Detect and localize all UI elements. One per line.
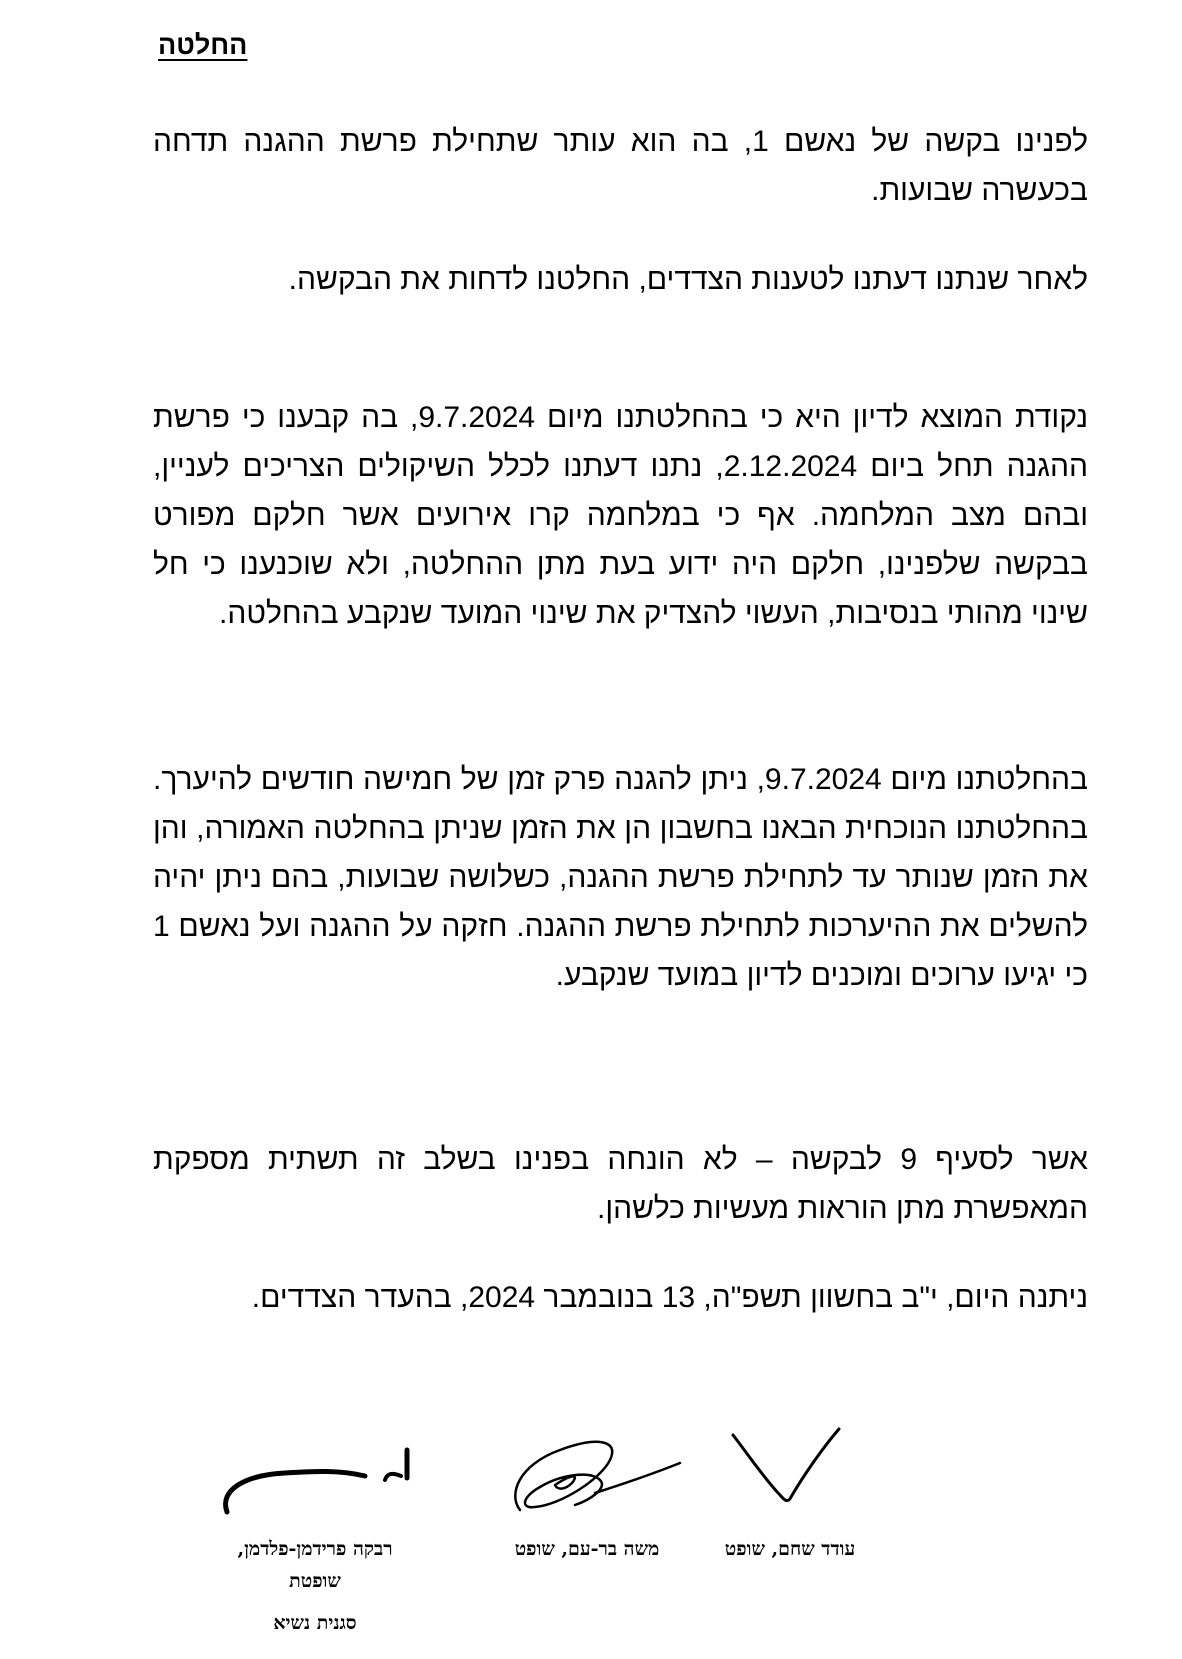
paragraph-starting-point: נקודת המוצא לדיון היא כי בהחלטתנו מיום 9.7.2024, בה קבענו כי פרשת ההגנה תחל ביום 2.12.2024, נתנו דעתנו לכלל השיקולים הצריכים לעניין, ובהם מצב המלחמה. אף כי במלחמה קרו אירועים אשר חלקם מפורט בבקשה שלפנינו, חלקם היה ידוע בעת מתן ההחלטה, ולא שוכנענו כי חל שינוי מהותי בנסיבות, העשוי להצדיק את שינוי המועד שנקבע בהחלטה. <box>153 401 1089 630</box>
judge2-name-title: משה בר-עם, שופט <box>514 1538 660 1560</box>
judge3-name: רבקה פרידמן-פלדמן, <box>237 1538 393 1560</box>
paragraph-decision: לאחר שנתנו דעתנו לטענות הצדדים, החלטנו לדחות את הבקשה. <box>288 263 1088 296</box>
paragraph-section-9: אשר לסעיף 9 לבקשה – לא הונחה בפנינו בשלב זה תשתית מספקת המאפשרת מתן הוראות מעשיות כלשהן. <box>153 1143 1088 1225</box>
judge3-title: שופטת <box>289 1570 341 1592</box>
signature-label-judge2 <box>482 1533 692 1565</box>
signature-judge1-graphic <box>725 1425 845 1515</box>
signature-label-judge3 <box>190 1533 440 1639</box>
signature-label-judge1 <box>700 1533 880 1565</box>
signature-judge3-graphic <box>215 1440 415 1520</box>
judge1-name-title: עודד שחם, שופט <box>724 1538 856 1560</box>
paragraph-given-today: ניתנה היום, י"ב בחשוון תשפ"ה, 13 בנובמבר 2024, בהעדר הצדדים. <box>251 1281 1088 1314</box>
page-title: החלטה <box>158 30 248 60</box>
paragraph-preparation-time: בהחלטתנו מיום 9.7.2024, ניתן להגנה פרק זמן של חמישה חודשים להיערך. בהחלטתנו הנוכחית הבאנו בחשבון הן את הזמן שניתן בהחלטה האמורה, והן את הזמן שנותר עד לתחילת פרשת ההגנה, כשלושה שבועות, בהם ניתן יהיה להשלים את ההיערכות לתחילת פרשת ההגנה. חזקה על ההגנה ועל נאשם 1 כי יגיעו ערוכים ומוכנים לדיון במועד שנקבע. <box>153 763 1088 992</box>
signature-judge2-graphic <box>500 1425 685 1530</box>
paragraph-request: לפנינו בקשה של נאשם 1, בה הוא עותר שתחילת פרשת ההגנה תדחה בכעשרה שבועות. <box>153 125 1088 207</box>
judge3-role: סגנית נשיא <box>273 1612 357 1634</box>
